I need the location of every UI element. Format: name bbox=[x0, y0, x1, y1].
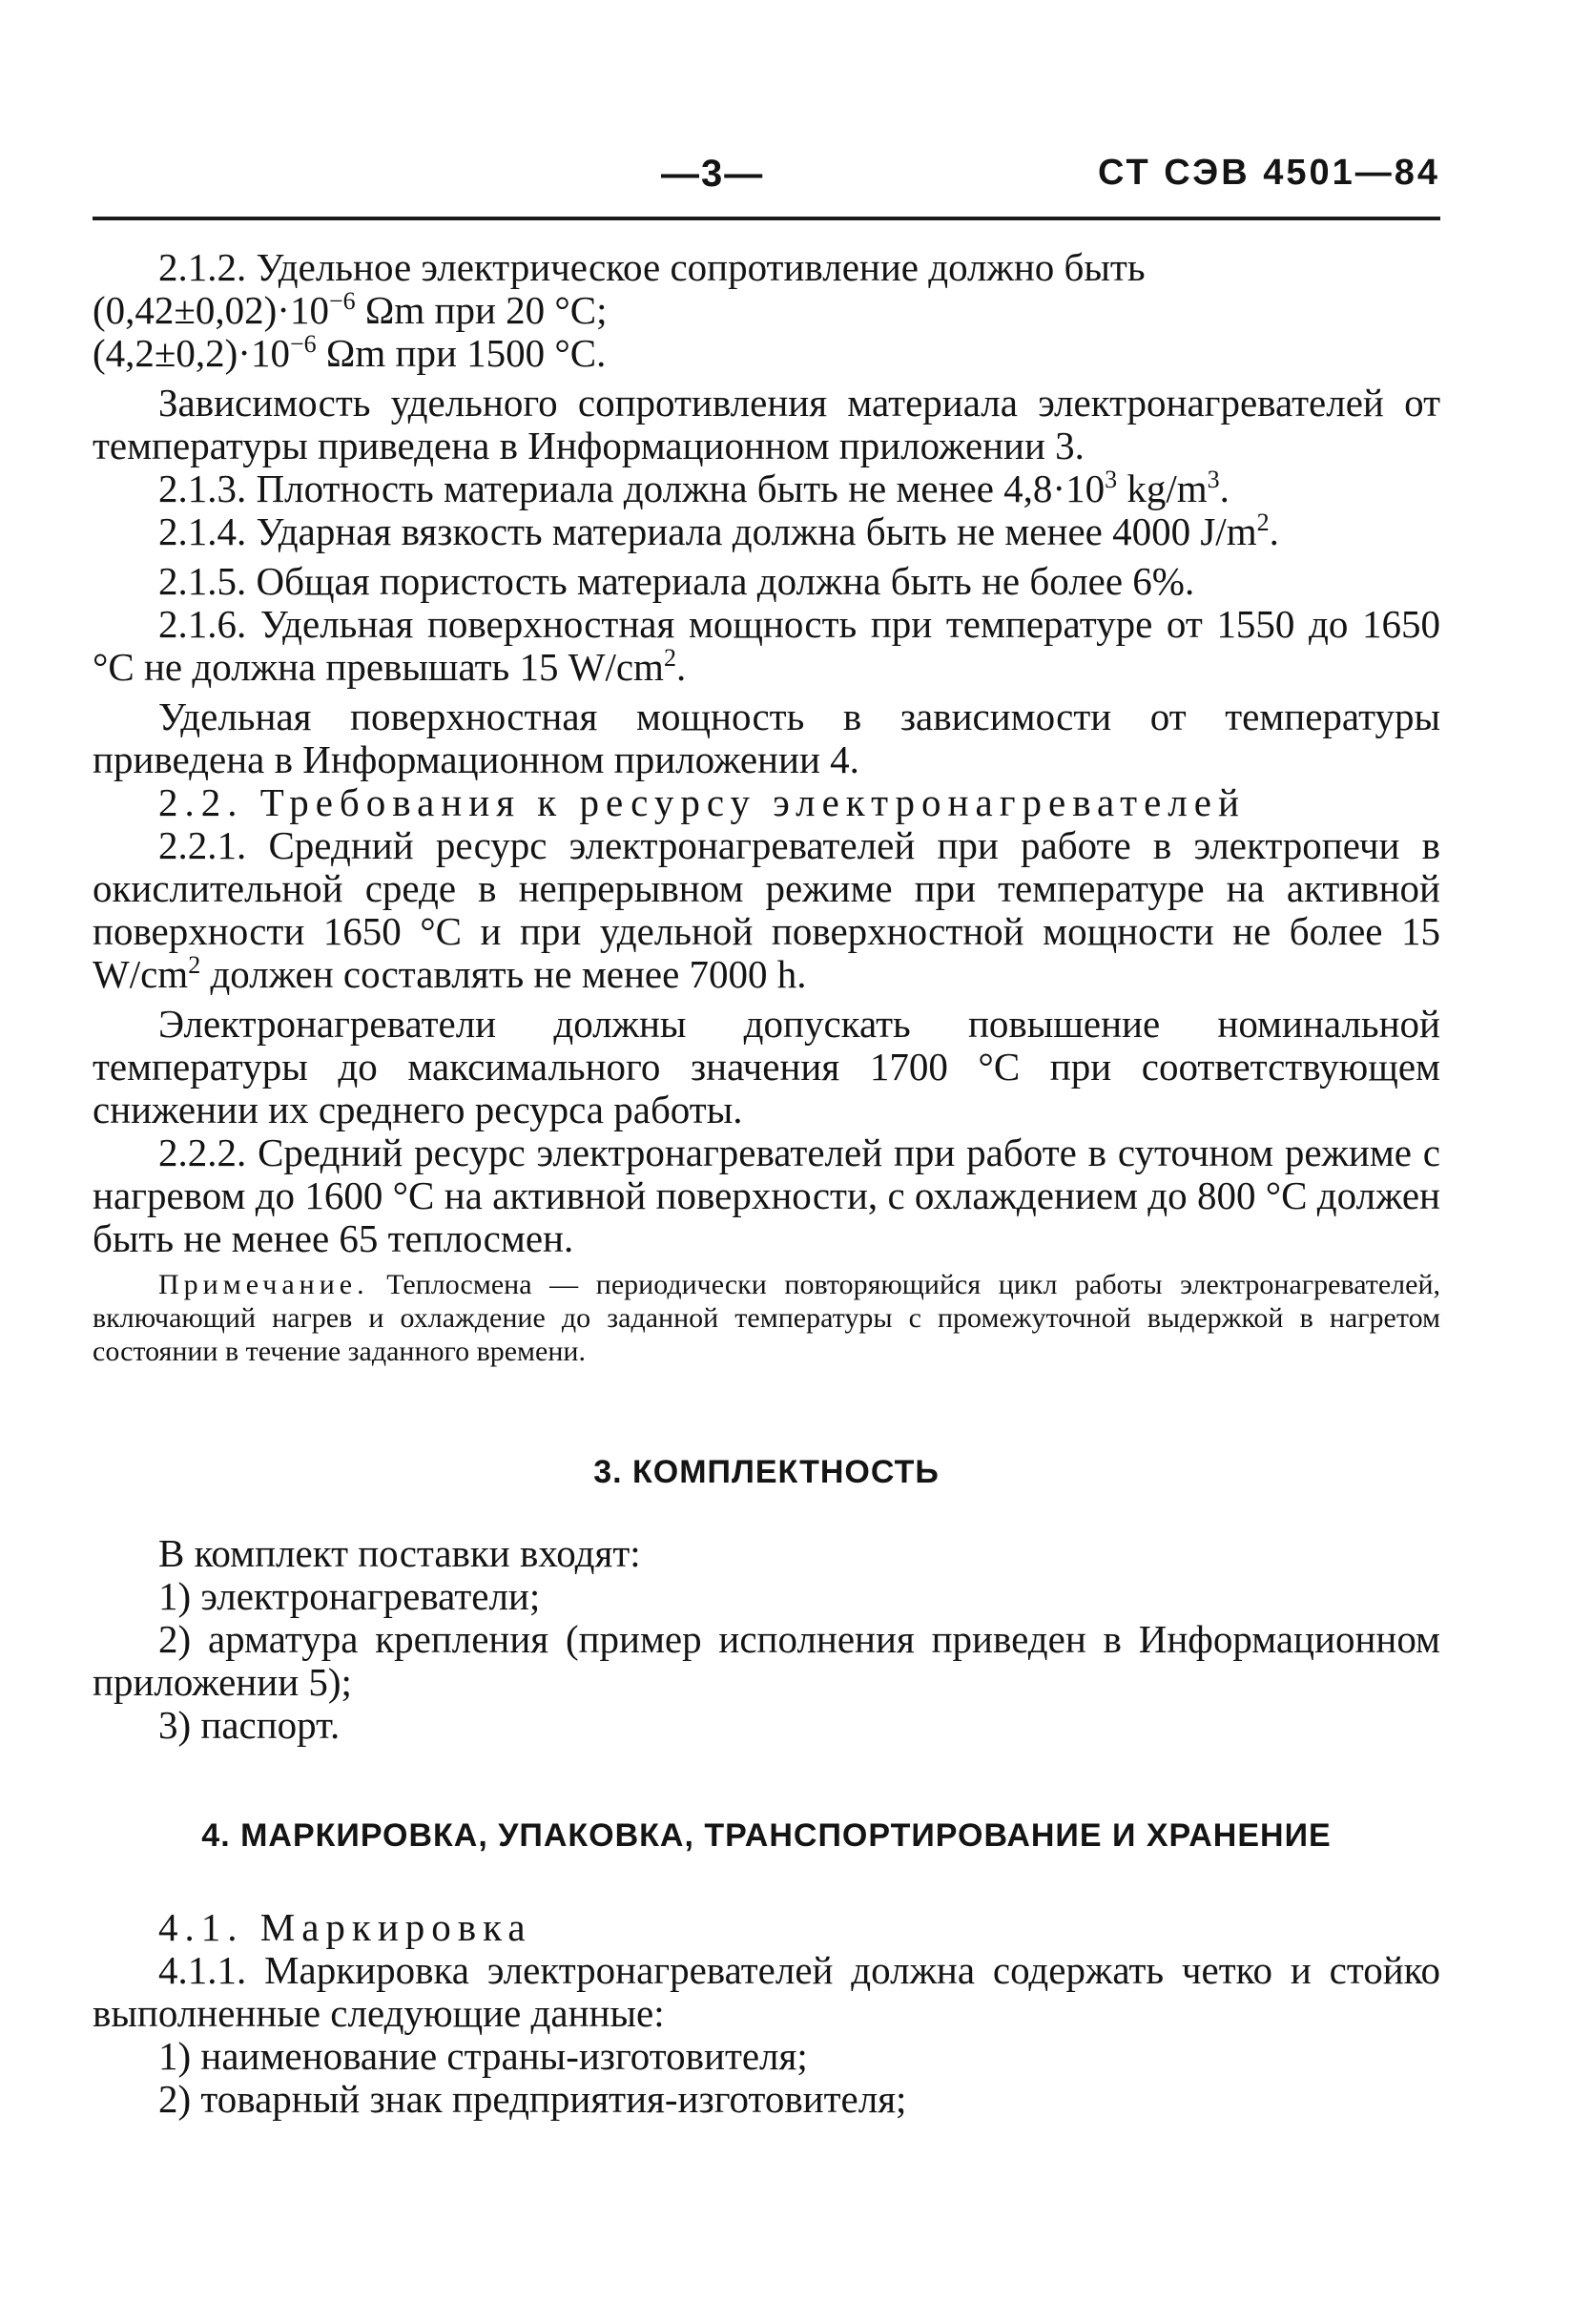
note-label: Примечание. bbox=[158, 1269, 369, 1300]
paragraph-dependence: Зависимость удельного сопротивления материала электронагревателей от температуры приведена в Информационном приложении 3. bbox=[93, 381, 1440, 467]
clause-2-1-2-line1 bbox=[93, 246, 1440, 289]
note-text: Теплосмена — периодически повторяющийся цикл работы электронагревателей, включающий нагрев и охлаждение до заданной температуры с промежуточной выдержкой в нагретом состоянии в течение заданного времени. bbox=[93, 1269, 1440, 1367]
section-3-heading: 3. КОМПЛЕКТНОСТЬ bbox=[593, 1454, 940, 1490]
list-item: 3) паспорт. bbox=[158, 1703, 341, 1747]
resistivity-value-20: (0,42±0,02)·10 bbox=[93, 288, 329, 332]
header-rule bbox=[93, 217, 1440, 220]
exponent: 3 bbox=[1207, 466, 1220, 493]
document-code: СТ СЭВ 4501—84 bbox=[1097, 153, 1440, 193]
document-body bbox=[93, 246, 1440, 2121]
clause-2-1-2-line2 bbox=[93, 289, 1440, 332]
clause-4-1-title: 4.1. Маркировка bbox=[158, 1905, 532, 1949]
page-header bbox=[93, 153, 1440, 206]
exponent: −6 bbox=[328, 287, 356, 315]
clause-4-1-1: 4.1.1. Маркировка электронагревателей должна содержать четко и стойко выполненные следующие данные: bbox=[93, 1948, 1440, 2035]
list-item: 2) арматура крепления (пример исполнения приведен в Информационном приложении 5); bbox=[93, 1617, 1440, 1704]
clause-2-1-3-unit: kg/m bbox=[1117, 467, 1208, 510]
list-item: 2) товарный знак предприятия-изготовителя; bbox=[158, 2077, 907, 2121]
clause-2-2-1 bbox=[93, 824, 1440, 996]
resistivity-unit-20: Ωm при 20 °С; bbox=[355, 288, 608, 332]
clause-2-1-6-text: 2.1.6. Удельная поверхностная мощность при температуре от 1550 до 1650 °С не должна превышать 15 W/cm bbox=[93, 602, 1440, 689]
note bbox=[93, 1268, 1440, 1368]
exponent: 2 bbox=[188, 951, 201, 979]
resistivity-unit-1500: Ωm при 1500 °С. bbox=[316, 331, 607, 375]
clause-2-1-6-end: . bbox=[675, 645, 687, 689]
clause-2-1-3-end: . bbox=[1219, 467, 1230, 510]
clause-2-2-1-text: 2.2.1. Средний ресурс электронагревателей при работе в электропечи в окислительной среде в непрерывном режиме при температуре на активной поверхности 1650 °С и при удельной поверхностной мощности не более 15 W/cm bbox=[93, 823, 1440, 996]
clause-2-1-6 bbox=[93, 603, 1440, 689]
clause-2-1-4-end: . bbox=[1269, 509, 1279, 553]
list-item: 1) электронагреватели; bbox=[158, 1574, 541, 1618]
exponent: 3 bbox=[1105, 466, 1118, 493]
clause-2-1-3 bbox=[93, 467, 1440, 510]
exponent: 2 bbox=[1256, 508, 1270, 536]
list-item: 1) наименование страны-изготовителя; bbox=[158, 2034, 808, 2078]
paragraph-heaters-allow: Электронагреватели должны допускать повышение номинальной температуры до максимального значения 1700 °С при соответствующем снижении их среднего ресурса работы. bbox=[93, 1002, 1440, 1131]
resistivity-value-1500: (4,2±0,2)·10 bbox=[93, 331, 290, 375]
clause-2-2-2: 2.2.2. Средний ресурс электронагревателей при работе в суточном режиме с нагревом до 1600 °С на активной поверхности, с охлаждением до 800 °С должен быть не менее 65 теплосмен. bbox=[93, 1131, 1440, 1260]
clause-2-1-4-text: 2.1.4. Ударная вязкость материала должна быть не менее 4000 J/m bbox=[158, 509, 1257, 553]
clause-2-2-title: 2.2. Требования к ресурсу электронагревателей bbox=[158, 780, 1246, 824]
exponent: 2 bbox=[663, 644, 676, 672]
clause-2-1-4 bbox=[93, 510, 1440, 553]
section-4-heading: 4. МАРКИРОВКА, УПАКОВКА, ТРАНСПОРТИРОВАНИЕ И ХРАНЕНИЕ bbox=[201, 1817, 1332, 1854]
clause-2-1-5: 2.1.5. Общая пористость материала должна быть не более 6%. bbox=[158, 559, 1195, 603]
section-3-intro: В комплект поставки входят: bbox=[158, 1531, 641, 1575]
clause-2-1-2-line3 bbox=[93, 332, 1440, 375]
clause-2-2-1-end: должен составлять не менее 7000 h. bbox=[200, 952, 807, 996]
clause-2-1-3-text: 2.1.3. Плотность материала должна быть не менее 4,8·10 bbox=[158, 467, 1106, 510]
page-number: —3— bbox=[661, 153, 765, 195]
paragraph-specific-power: Удельная поверхностная мощность в зависимости от температуры приведена в Информационном приложении 4. bbox=[93, 695, 1440, 781]
clause-2-1-2-text: 2.1.2. Удельное электрическое сопротивление должно быть bbox=[158, 245, 1146, 289]
exponent: −6 bbox=[289, 330, 317, 358]
